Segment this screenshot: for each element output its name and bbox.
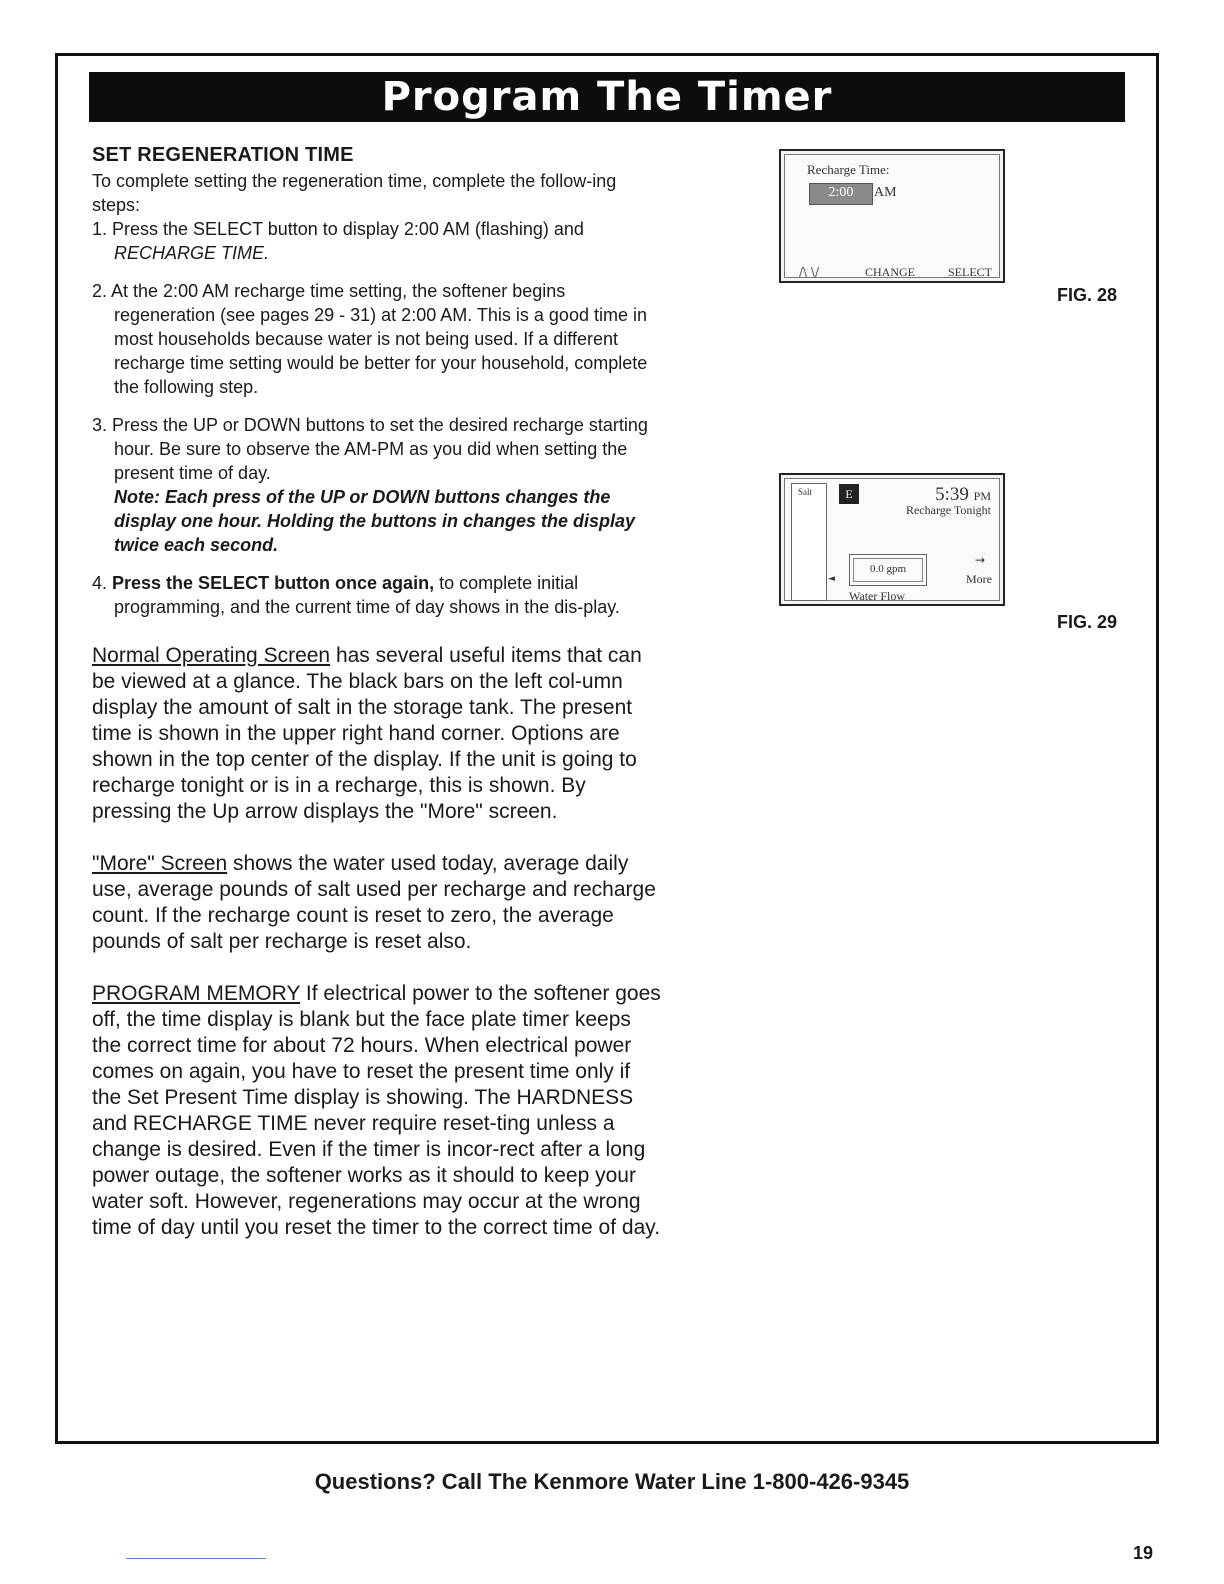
fig29-label: FIG. 29	[1057, 612, 1118, 632]
program-memory-label: PROGRAM MEMORY	[92, 982, 301, 1005]
fig29-time: 5:39	[935, 484, 969, 505]
fig29-e-text: E	[845, 487, 853, 501]
step-3-note: Note: Each press of the UP or DOWN buttons changes the display one hour. Holding the buttons in changes the display twice each second.	[114, 487, 636, 555]
fig28-change-label: CHANGE	[865, 265, 915, 279]
fig28-display	[779, 149, 1005, 283]
step-4-bold: Press the SELECT button once again,	[112, 573, 435, 593]
step-3-text: 3. Press the UP or DOWN buttons to set the desired recharge starting hour. Be sure to observe the AM-PM as you did when setting the present time of day.	[92, 415, 648, 483]
step-3	[92, 413, 662, 557]
fig29-flow-value: 0.0 gpm	[869, 563, 907, 575]
step-4-rest: to complete initial programming, and the current time of day shows in the dis-play.	[114, 573, 620, 617]
main-text-column	[92, 144, 662, 1241]
fig29-ampm: PM	[973, 489, 991, 503]
normal-screen-label: Normal Operating Screen	[92, 644, 331, 667]
step-2: 2. At the 2:00 AM recharge time setting, the softener begins regeneration (see pages 29 - 31) at 2:00 AM. This is a good time in most households because water is not being used. If a different recharge time setting would be better for your household, complete the following step.	[92, 281, 648, 397]
step-1	[92, 217, 662, 265]
fig28-select-label: SELECT	[948, 265, 992, 279]
page-number: 19	[1133, 1543, 1154, 1563]
fig29-left-arrow-icon: ◄	[828, 574, 835, 584]
fig29-more-label: More	[966, 572, 992, 586]
program-memory-paragraph	[92, 981, 662, 1241]
more-screen-text: shows the water used today, average daily use, average pounds of salt used per recharge and recharge count. If the recharge count is reset to zero, the average pounds of salt per recharge is reset also.	[92, 852, 656, 953]
footer-question: Questions? Call The Kenmore Water Line 1-800-426-9345	[314, 1469, 910, 1494]
fig28-arrows-icon: /\ \/	[799, 265, 819, 279]
fig28-label: FIG. 28	[1057, 285, 1118, 305]
bottom-rule	[126, 1558, 266, 1559]
program-memory-text: If electrical power to the softener goes off, the time display is blank but the face plate timer keeps the correct time for about 72 hours. When electrical power comes on again, you have to reset the present time only if the Set Present Time display is showing. The HARDNESS and RECHARGE TIME never require reset-ting unless a change is desired. Even if the timer is incor-rect after a long power outage, the softener works as it should to keep your water soft. However, regenerations may occur at the wrong time of day until you reset the timer to the correct time of day.	[92, 982, 661, 1239]
normal-screen-text: has several useful items that can be viewed at a glance. The black bars on the left col-umn display the amount of salt in the storage tank. The present time is shown in the upper right hand corner. Options are shown in the top center of the display. If the unit is going to recharge tonight or is in a recharge, this is shown. By pressing the Up arrow displays the "More" screen.	[92, 644, 642, 823]
fig28-ampm: AM	[874, 185, 897, 200]
fig29-e-icon	[839, 484, 859, 504]
section-heading: SET REGENERATION TIME	[92, 144, 354, 166]
step-4-num: 4.	[92, 573, 113, 593]
fig29-flow-label: Water Flow	[849, 589, 906, 603]
step-1-text: 1. Press the SELECT button to display 2:00 AM (flashing) and	[92, 219, 584, 239]
fig28-screen	[784, 154, 1000, 278]
step-1-italic: RECHARGE TIME.	[114, 243, 270, 263]
fig29-flow-box	[849, 554, 927, 586]
intro-text: To complete setting the regeneration time, complete the follow-ing steps:	[92, 171, 617, 215]
more-screen-label: "More" Screen	[92, 852, 228, 875]
fig29-salt-label: Salt	[798, 487, 813, 497]
fig28-time: 2:00	[828, 185, 854, 200]
more-screen-paragraph	[92, 851, 662, 955]
fig28-title: Recharge Time:	[807, 162, 890, 177]
page-title: Program The Timer	[89, 72, 1125, 122]
fig29-more-arrow-icon: →	[974, 553, 985, 567]
fig29-salt-column	[791, 483, 827, 601]
fig29-display	[779, 473, 1005, 606]
fig29-status: Recharge Tonight	[905, 503, 991, 517]
fig29-flow-inner	[853, 558, 923, 582]
fig28-time-highlight	[809, 183, 873, 205]
fig29-screen	[784, 478, 1000, 601]
step-4	[92, 571, 662, 619]
normal-screen-paragraph	[92, 643, 662, 825]
